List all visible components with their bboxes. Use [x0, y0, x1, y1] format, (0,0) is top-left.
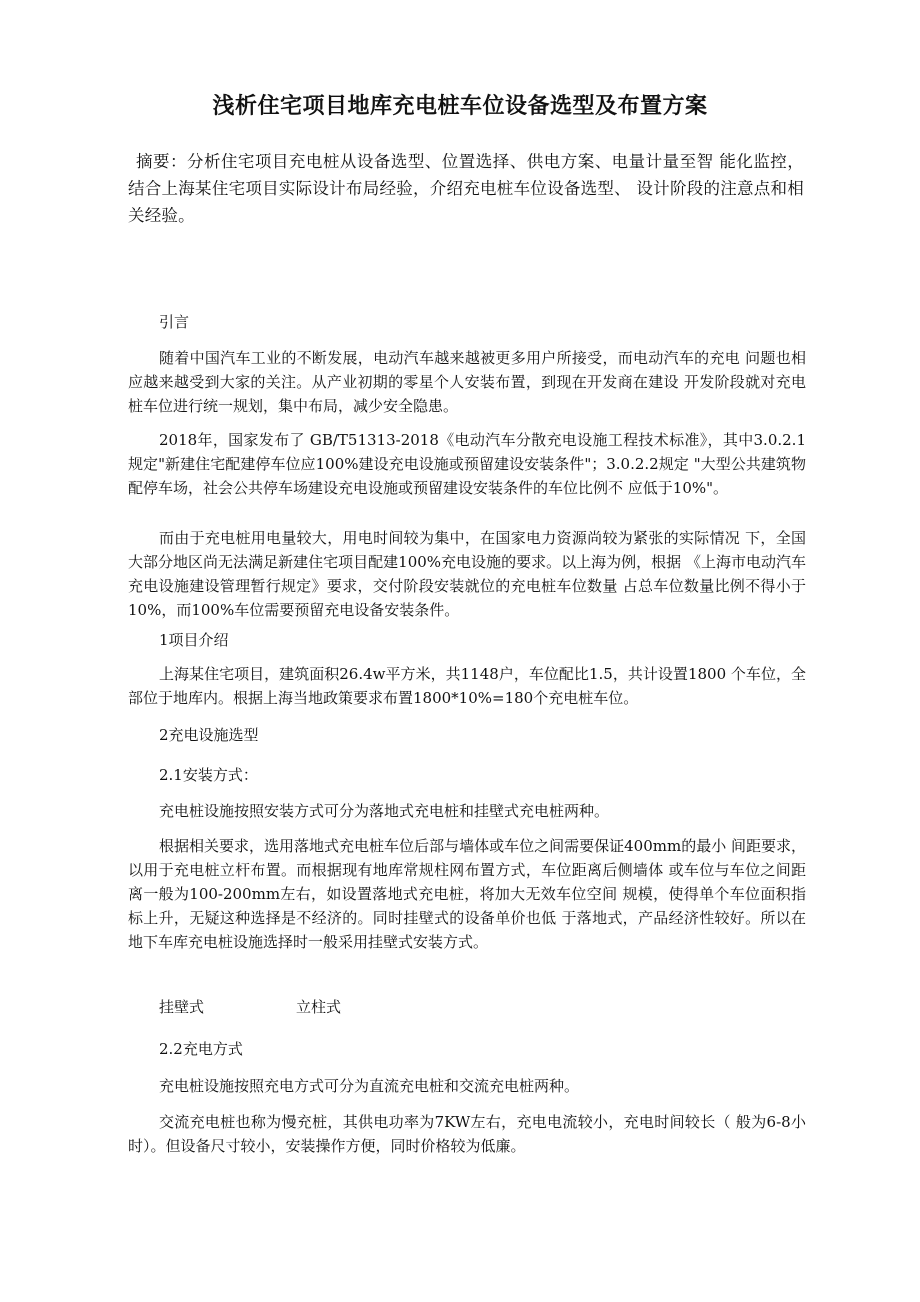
section-2-2-paragraph-2: 交流充电桩也称为慢充桩，其供电功率为7KW左右，充电电流较小，充电时间较长（ 般为6-8小时）。但设备尺寸较小，安装操作方便，同时价格较为低廉。	[128, 1113, 806, 1155]
section-2-1-paragraph-1: 充电桩设施按照安装方式可分为落地式充电桩和挂壁式充电桩两种。	[159, 802, 610, 820]
figure-label-wall-mounted: 挂壁式	[159, 998, 205, 1016]
figure-labels	[159, 995, 559, 1019]
intro-paragraph-3: 而由于充电桩用电量较大，用电时间较为集中，在国家电力资源尚较为紧张的实际情况 下，全国大部分地区尚无法满足新建住宅项目配建100%充电设施的要求。以上海为例，根据 《上海市电动汽车充电设施建设管理暂行规定》要求，交付阶段安装就位的充电桩车位数量 占总车位数量比例不得小于10%，而100%车位需要预留充电设备安装条件。	[128, 529, 806, 619]
intro-paragraph-1: 随着中国汽车工业的不断发展，电动汽车越来越被更多用户所接受，而电动汽车的充电 问题也相应越来越受到大家的关注。从产业初期的零星个人安装布置，到现在开发商在建设 开发阶段就对充电桩车位进行统一规划，集中布局，减少安全隐患。	[128, 349, 806, 415]
figure-label-pillar: 立柱式	[296, 998, 342, 1016]
section-2-2-paragraph-1: 充电桩设施按照充电方式可分为直流充电桩和交流充电桩两种。	[159, 1077, 580, 1095]
abstract-paragraph	[128, 148, 804, 229]
section-2-1-paragraph-2: 根据相关要求，选用落地式充电桩车位后部与墙体或车位之间需要保证400mm的最小 间距要求，以用于充电桩立杆布置。而根据现有地库常规柱网布置方式，车位距离后侧墙体 或车位与车位之间距离一般为100-200mm左右，如设置落地式充电桩，将加大无效车位空间 规模，使得单个车位面积指标上升，无疑这种选择是不经济的。同时挂壁式的设备单价也低 于落地式，产品经济性较好。所以在地下车库充电桩设施选择时一般采用挂壁式安装方式。	[128, 837, 806, 951]
document-title: 浅析住宅项目地库充电桩车位设备选型及布置方案	[212, 94, 708, 119]
section-1-heading: 1项目介绍	[159, 631, 229, 649]
intro-paragraph-2: 2018年，国家发布了 GB/T51313-2018《电动汽车分散充电设施工程技术标准》，其中3.0.2.1规定"新建住宅配建停车位应100%建设充电设施或预留建设安装条件"；3.0.2.2规定 "大型公共建筑物配停车场，社会公共停车场建设充电设施或预留建设安装条件的车位比例不 应低于10%"。	[128, 431, 806, 497]
section-2-1-heading: 2.1安装方式：	[159, 766, 258, 784]
section-1-paragraph: 上海某住宅项目，建筑面积26.4w平方米，共1148户，车位配比1.5，共计设置1800 个车位，全部位于地库内。根据上海当地政策要求布置1800*10%=180个充电桩车位。	[128, 665, 806, 707]
intro-heading: 引言	[159, 313, 190, 331]
abstract-text: 摘要：分析住宅项目充电桩从设备选型、位置选择、供电方案、电量计量至智 能化监控，结合上海某住宅项目实际设计布局经验，介绍充电桩车位设备选型、 设计阶段的注意点和相关经验。	[128, 152, 804, 225]
section-2-2-heading: 2.2充电方式	[159, 1040, 243, 1058]
section-2-heading: 2充电设施选型	[159, 726, 259, 744]
